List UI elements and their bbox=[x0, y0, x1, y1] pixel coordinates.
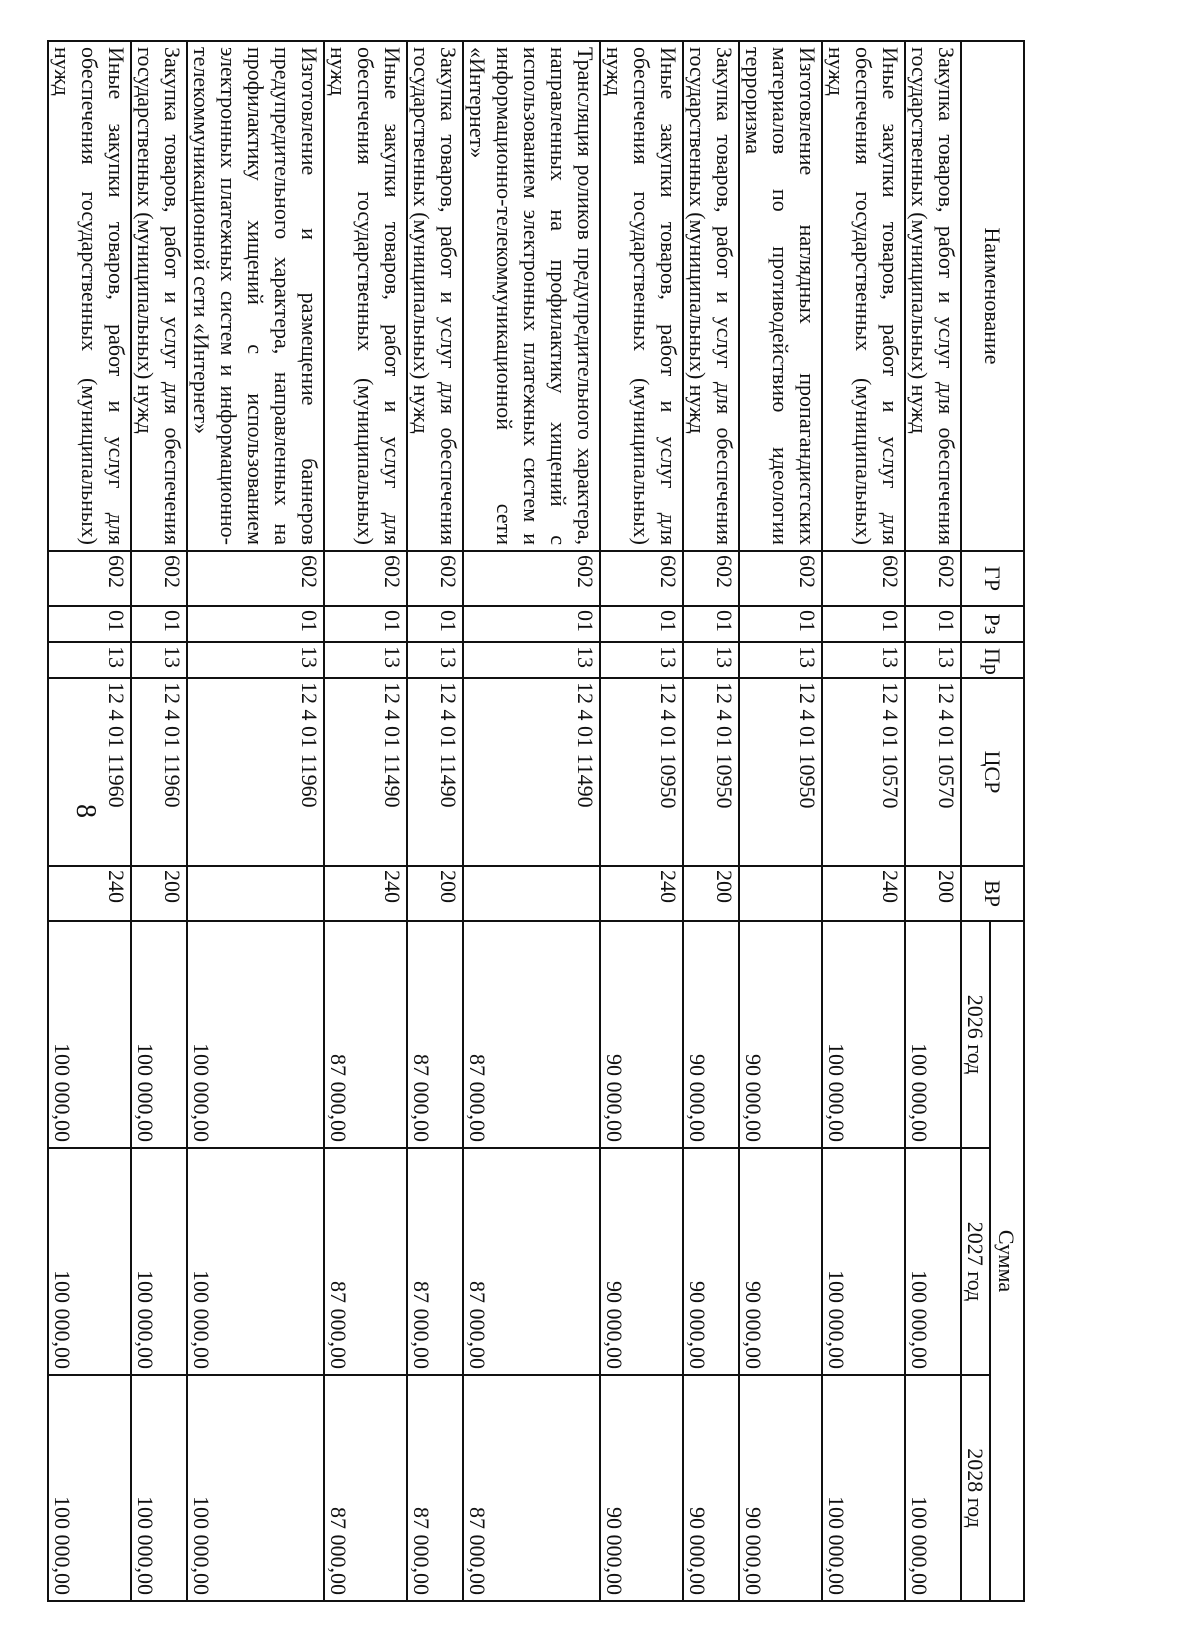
cell-2026: 90 000,00 bbox=[600, 921, 683, 1148]
cell-gr: 602 bbox=[822, 551, 905, 606]
cell-2028: 100 000,00 bbox=[822, 1375, 905, 1601]
cell-pr: 13 bbox=[822, 642, 905, 678]
table-row bbox=[187, 41, 324, 1601]
cell-2026: 100 000,00 bbox=[822, 921, 905, 1148]
cell-rz: 01 bbox=[324, 606, 407, 642]
table-row bbox=[48, 41, 131, 1601]
cell-vr: 240 bbox=[324, 866, 407, 921]
cell-rz: 01 bbox=[131, 606, 187, 642]
cell-name: Закупка товаров, работ и услуг для обеспечения государственных (муниципальных) нужд bbox=[407, 41, 463, 551]
cell-pr: 13 bbox=[187, 642, 324, 678]
table-row bbox=[407, 41, 463, 1601]
cell-2027: 100 000,00 bbox=[187, 1148, 324, 1375]
table-row bbox=[463, 41, 600, 1601]
cell-gr: 602 bbox=[407, 551, 463, 606]
cell-vr: 200 bbox=[905, 866, 961, 921]
cell-2026: 100 000,00 bbox=[131, 921, 187, 1148]
header-rz: Рз bbox=[961, 606, 1024, 642]
cell-vr: 200 bbox=[131, 866, 187, 921]
cell-vr: 200 bbox=[683, 866, 739, 921]
budget-table bbox=[47, 40, 1025, 1602]
cell-2027: 87 000,00 bbox=[463, 1148, 600, 1375]
cell-2027: 90 000,00 bbox=[683, 1148, 739, 1375]
cell-csr: 12 4 01 11490 bbox=[463, 678, 600, 866]
cell-rz: 01 bbox=[187, 606, 324, 642]
cell-gr: 602 bbox=[739, 551, 822, 606]
cell-2026: 100 000,00 bbox=[187, 921, 324, 1148]
cell-2026: 87 000,00 bbox=[407, 921, 463, 1148]
cell-rz: 01 bbox=[600, 606, 683, 642]
cell-2028: 100 000,00 bbox=[48, 1375, 131, 1601]
cell-pr: 13 bbox=[407, 642, 463, 678]
cell-2027: 87 000,00 bbox=[324, 1148, 407, 1375]
cell-vr bbox=[463, 866, 600, 921]
cell-name: Иные закупки товаров, работ и услуг для обеспечения государственных (муниципальных) нужд bbox=[324, 41, 407, 551]
cell-rz: 01 bbox=[683, 606, 739, 642]
table-row bbox=[600, 41, 683, 1601]
cell-name: Иные закупки товаров, работ и услуг для обеспечения государственных (муниципальных) нужд bbox=[822, 41, 905, 551]
cell-pr: 13 bbox=[683, 642, 739, 678]
cell-2028: 90 000,00 bbox=[739, 1375, 822, 1601]
table-row bbox=[822, 41, 905, 1601]
cell-name: Закупка товаров, работ и услуг для обеспечения государственных (муниципальных) нужд bbox=[683, 41, 739, 551]
header-2027: 2027 год bbox=[961, 1148, 990, 1375]
cell-gr: 602 bbox=[463, 551, 600, 606]
cell-name: Закупка товаров, работ и услуг для обеспечения государственных (муниципальных) нужд bbox=[905, 41, 961, 551]
cell-name: Иные закупки товаров, работ и услуг для обеспечения государственных (муниципальных) нужд bbox=[48, 41, 131, 551]
cell-pr: 13 bbox=[600, 642, 683, 678]
header-name: Наименование bbox=[961, 41, 1024, 551]
cell-rz: 01 bbox=[739, 606, 822, 642]
cell-2027: 90 000,00 bbox=[600, 1148, 683, 1375]
cell-csr: 12 4 01 11490 bbox=[324, 678, 407, 866]
cell-name: Трансляция роликов предупредительного характера, направленных на профилактику хищений с использованием электронных платежных систем и информационно-телекоммуникационной сети «Интернет» bbox=[463, 41, 600, 551]
cell-2027: 87 000,00 bbox=[407, 1148, 463, 1375]
header-sum: Сумма bbox=[990, 921, 1024, 1601]
cell-2027: 100 000,00 bbox=[905, 1148, 961, 1375]
cell-2026: 87 000,00 bbox=[324, 921, 407, 1148]
document-sheet bbox=[50, 40, 1025, 1600]
cell-2028: 100 000,00 bbox=[905, 1375, 961, 1601]
cell-pr: 13 bbox=[739, 642, 822, 678]
cell-2028: 87 000,00 bbox=[407, 1375, 463, 1601]
table-row bbox=[905, 41, 961, 1601]
cell-vr bbox=[187, 866, 324, 921]
cell-vr: 240 bbox=[822, 866, 905, 921]
cell-2027: 100 000,00 bbox=[131, 1148, 187, 1375]
cell-2027: 100 000,00 bbox=[822, 1148, 905, 1375]
cell-csr: 12 4 01 11490 bbox=[407, 678, 463, 866]
page-number: 8 bbox=[70, 804, 101, 818]
cell-rz: 01 bbox=[407, 606, 463, 642]
cell-pr: 13 bbox=[324, 642, 407, 678]
cell-pr: 13 bbox=[131, 642, 187, 678]
header-pr: Пр bbox=[961, 642, 1024, 678]
cell-vr bbox=[739, 866, 822, 921]
cell-2026: 100 000,00 bbox=[48, 921, 131, 1148]
cell-2027: 90 000,00 bbox=[739, 1148, 822, 1375]
cell-vr: 240 bbox=[600, 866, 683, 921]
table-body bbox=[48, 41, 961, 1601]
cell-pr: 13 bbox=[48, 642, 131, 678]
cell-2028: 100 000,00 bbox=[187, 1375, 324, 1601]
cell-2026: 100 000,00 bbox=[905, 921, 961, 1148]
cell-csr: 12 4 01 11960 bbox=[48, 678, 131, 866]
cell-pr: 13 bbox=[905, 642, 961, 678]
cell-name: Закупка товаров, работ и услуг для обеспечения государственных (муниципальных) нужд bbox=[131, 41, 187, 551]
header-csr: ЦСР bbox=[961, 678, 1024, 866]
cell-gr: 602 bbox=[48, 551, 131, 606]
cell-gr: 602 bbox=[187, 551, 324, 606]
header-2028: 2028 год bbox=[961, 1375, 990, 1601]
cell-csr: 12 4 01 10950 bbox=[739, 678, 822, 866]
cell-2028: 100 000,00 bbox=[131, 1375, 187, 1601]
cell-2026: 90 000,00 bbox=[683, 921, 739, 1148]
cell-rz: 01 bbox=[905, 606, 961, 642]
cell-gr: 602 bbox=[905, 551, 961, 606]
table-header-row bbox=[990, 41, 1024, 1601]
table-row bbox=[739, 41, 822, 1601]
cell-gr: 602 bbox=[131, 551, 187, 606]
cell-2026: 90 000,00 bbox=[739, 921, 822, 1148]
cell-gr: 602 bbox=[324, 551, 407, 606]
cell-2028: 90 000,00 bbox=[600, 1375, 683, 1601]
header-vr: ВР bbox=[961, 866, 1024, 921]
table-row bbox=[131, 41, 187, 1601]
cell-gr: 602 bbox=[600, 551, 683, 606]
cell-csr: 12 4 01 10570 bbox=[905, 678, 961, 866]
cell-2028: 90 000,00 bbox=[683, 1375, 739, 1601]
header-2026: 2026 год bbox=[961, 921, 990, 1148]
cell-name: Изготовление и размещение баннеров предупредительного характера, направленных на профилактику хищений с использованием электронных платежных систем и информационно-телекоммуникационной сети «Интернет» bbox=[187, 41, 324, 551]
cell-rz: 01 bbox=[822, 606, 905, 642]
table-row bbox=[683, 41, 739, 1601]
cell-2026: 87 000,00 bbox=[463, 921, 600, 1148]
table-row bbox=[324, 41, 407, 1601]
cell-rz: 01 bbox=[48, 606, 131, 642]
cell-csr: 12 4 01 10950 bbox=[600, 678, 683, 866]
cell-csr: 12 4 01 11960 bbox=[187, 678, 324, 866]
cell-vr: 200 bbox=[407, 866, 463, 921]
cell-name: Изготовление наглядных пропагандистских материалов по противодействию идеологии терроризма bbox=[739, 41, 822, 551]
cell-2027: 100 000,00 bbox=[48, 1148, 131, 1375]
cell-2028: 87 000,00 bbox=[463, 1375, 600, 1601]
cell-rz: 01 bbox=[463, 606, 600, 642]
cell-csr: 12 4 01 11960 bbox=[131, 678, 187, 866]
cell-gr: 602 bbox=[683, 551, 739, 606]
cell-vr: 240 bbox=[48, 866, 131, 921]
cell-2028: 87 000,00 bbox=[324, 1375, 407, 1601]
cell-csr: 12 4 01 10950 bbox=[683, 678, 739, 866]
header-gr: ГР bbox=[961, 551, 1024, 606]
cell-csr: 12 4 01 10570 bbox=[822, 678, 905, 866]
cell-pr: 13 bbox=[463, 642, 600, 678]
cell-name: Иные закупки товаров, работ и услуг для обеспечения государственных (муниципальных) нужд bbox=[600, 41, 683, 551]
